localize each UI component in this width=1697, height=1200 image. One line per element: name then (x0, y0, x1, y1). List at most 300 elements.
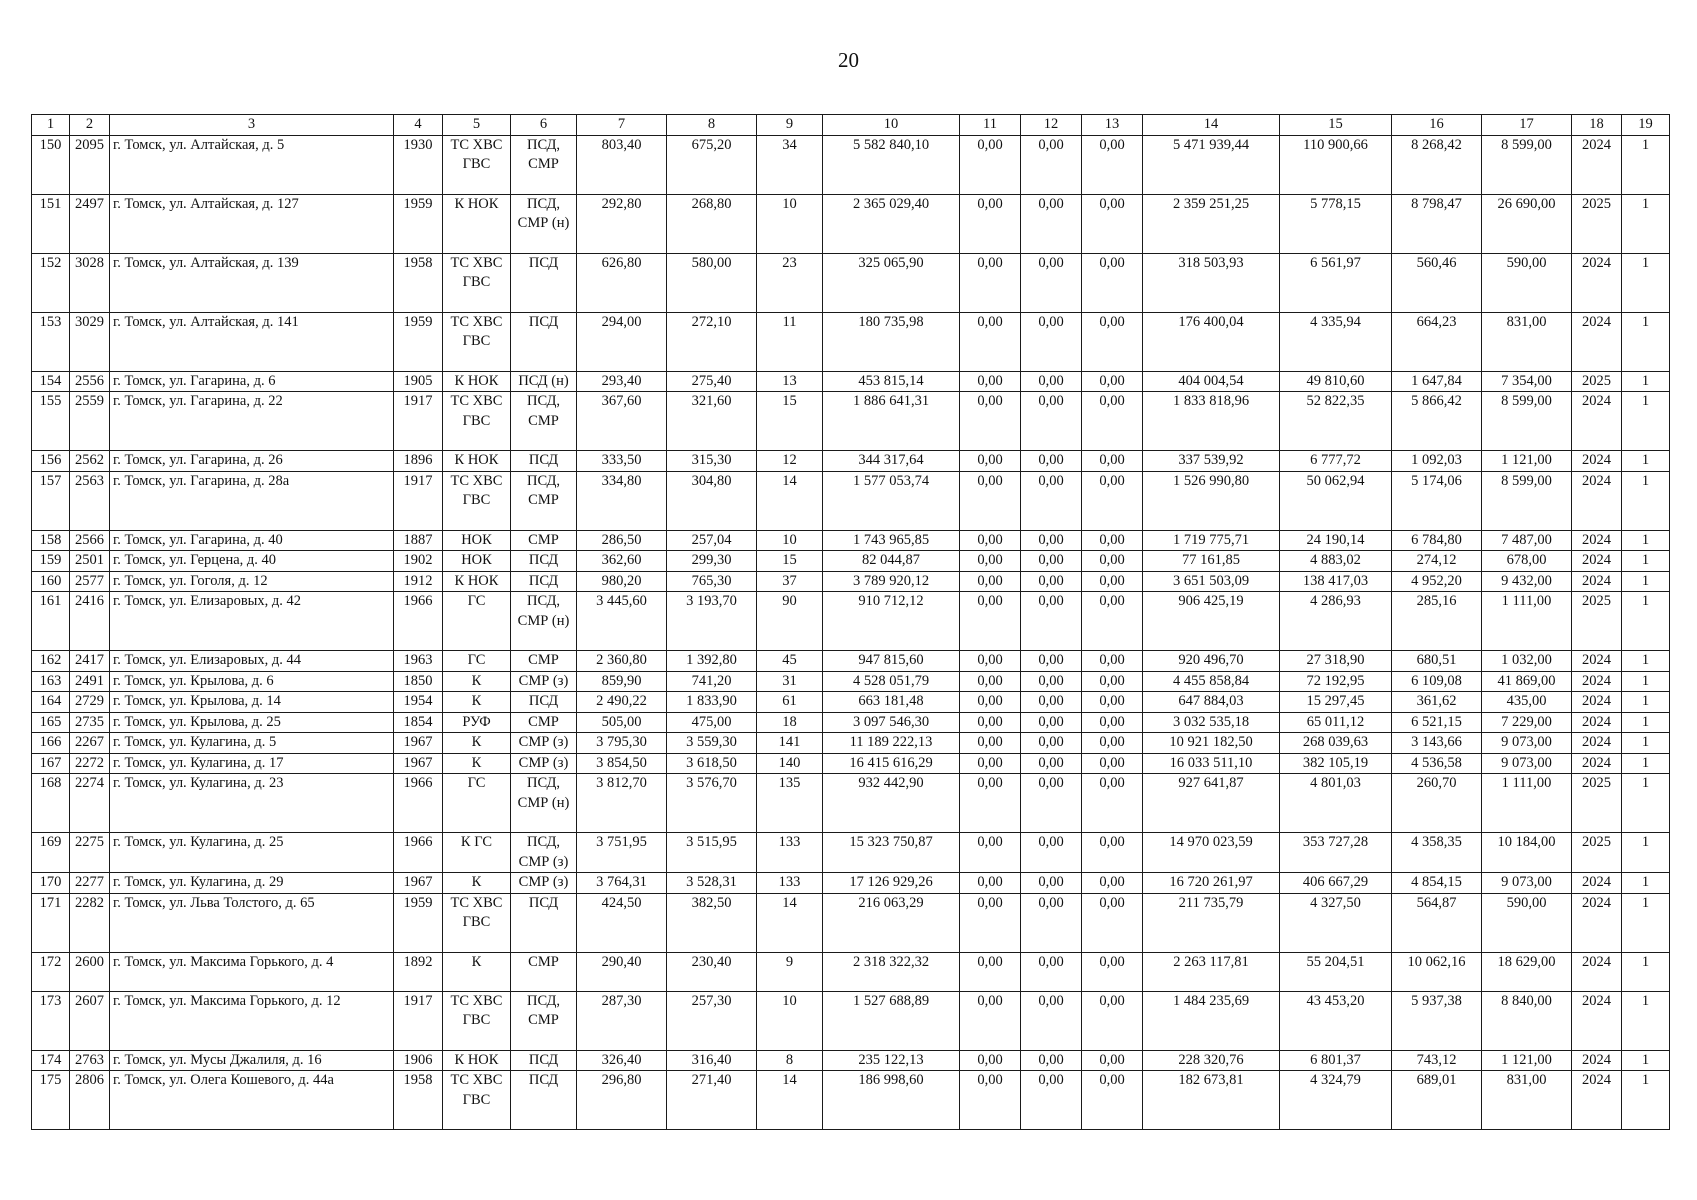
table-cell: 1 (1622, 833, 1670, 873)
table-cell: 4 536,58 (1392, 753, 1482, 774)
table-cell: 2024 (1572, 135, 1622, 194)
table-cell: 3 854,50 (577, 753, 667, 774)
table-cell: 0,00 (960, 733, 1021, 754)
table-cell: 2274 (70, 774, 110, 833)
table-cell: ПСД, СМР (н) (511, 194, 577, 253)
table-row (32, 451, 1670, 472)
table-cell: 0,00 (1021, 893, 1082, 952)
table-cell: 72 192,95 (1280, 671, 1392, 692)
table-cell: 23 (757, 253, 823, 312)
table-cell: 2024 (1572, 312, 1622, 371)
table-cell: 0,00 (1021, 873, 1082, 894)
table-cell: 334,80 (577, 471, 667, 530)
table-cell: ТС ХВС ГВС (443, 471, 511, 530)
table-cell: 268,80 (667, 194, 757, 253)
table-cell: 296,80 (577, 1071, 667, 1130)
table-cell: 6 521,15 (1392, 712, 1482, 733)
table-cell: 7 354,00 (1482, 371, 1572, 392)
table-cell: 186 998,60 (823, 1071, 960, 1130)
table-row (32, 1071, 1670, 1130)
table-cell: 2272 (70, 753, 110, 774)
table-cell: 1958 (394, 253, 443, 312)
table-cell: г. Томск, ул. Крылова, д. 14 (110, 692, 394, 713)
table-cell: 344 317,64 (823, 451, 960, 472)
table-cell: 906 425,19 (1143, 592, 1280, 651)
table-cell: 1 (1622, 451, 1670, 472)
table-cell: 3 795,30 (577, 733, 667, 754)
table-cell: 2729 (70, 692, 110, 713)
table-cell: 1850 (394, 671, 443, 692)
table-cell: 5 582 840,10 (823, 135, 960, 194)
table-row (32, 1050, 1670, 1071)
table-row (32, 551, 1670, 572)
table-cell: 675,20 (667, 135, 757, 194)
table-cell: 318 503,93 (1143, 253, 1280, 312)
table-cell: 1954 (394, 692, 443, 713)
column-header: 15 (1280, 115, 1392, 136)
table-cell: 5 174,06 (1392, 471, 1482, 530)
table-cell: г. Томск, ул. Льва Толстого, д. 65 (110, 893, 394, 952)
table-cell: 133 (757, 833, 823, 873)
table-cell: 171 (32, 893, 70, 952)
table-cell: СМР (511, 651, 577, 672)
table-cell: 367,60 (577, 392, 667, 451)
table-cell: 1 032,00 (1482, 651, 1572, 672)
table-cell: 0,00 (1021, 774, 1082, 833)
table-cell: 4 801,03 (1280, 774, 1392, 833)
table-cell: 663 181,48 (823, 692, 960, 713)
table-cell: 337 539,92 (1143, 451, 1280, 472)
table-cell: 0,00 (1021, 135, 1082, 194)
table-cell: 7 229,00 (1482, 712, 1572, 733)
table-cell: 4 324,79 (1280, 1071, 1392, 1130)
table-cell: 0,00 (1082, 135, 1143, 194)
table-row (32, 135, 1670, 194)
table-cell: г. Томск, ул. Крылова, д. 6 (110, 671, 394, 692)
table-cell: ТС ХВС ГВС (443, 312, 511, 371)
table-cell: 228 320,76 (1143, 1050, 1280, 1071)
table-cell: 167 (32, 753, 70, 774)
table-cell: 216 063,29 (823, 893, 960, 952)
table-cell: 647 884,03 (1143, 692, 1280, 713)
table-cell: 164 (32, 692, 70, 713)
table-cell: 678,00 (1482, 551, 1572, 572)
table-cell: 9 432,00 (1482, 571, 1572, 592)
table-cell: г. Томск, ул. Алтайская, д. 5 (110, 135, 394, 194)
table-cell: 1 (1622, 1050, 1670, 1071)
table-cell: 505,00 (577, 712, 667, 733)
table-cell: 1 121,00 (1482, 1050, 1572, 1071)
column-header: 2 (70, 115, 110, 136)
table-cell: 153 (32, 312, 70, 371)
table-cell: 404 004,54 (1143, 371, 1280, 392)
table-cell: ГС (443, 774, 511, 833)
table-cell: 1959 (394, 194, 443, 253)
table-cell: 1 121,00 (1482, 451, 1572, 472)
table-cell: 1 (1622, 893, 1670, 952)
table-cell: 0,00 (960, 833, 1021, 873)
table-cell: 3 559,30 (667, 733, 757, 754)
table-cell: 5 471 939,44 (1143, 135, 1280, 194)
table-cell: 3 032 535,18 (1143, 712, 1280, 733)
table-cell: 4 455 858,84 (1143, 671, 1280, 692)
table-cell: г. Томск, ул. Алтайская, д. 139 (110, 253, 394, 312)
table-cell: 1 (1622, 733, 1670, 754)
table-cell: 2 360,80 (577, 651, 667, 672)
table-cell: 362,60 (577, 551, 667, 572)
table-cell: 0,00 (1021, 671, 1082, 692)
table-cell: 3 651 503,09 (1143, 571, 1280, 592)
table-cell: 286,50 (577, 530, 667, 551)
table-cell: 1902 (394, 551, 443, 572)
table-row (32, 733, 1670, 754)
table-cell: 0,00 (1082, 774, 1143, 833)
table-cell: 133 (757, 873, 823, 894)
table-cell: НОК (443, 530, 511, 551)
table-cell: 14 (757, 893, 823, 952)
table-cell: 3 618,50 (667, 753, 757, 774)
table-cell: ТС ХВС ГВС (443, 1071, 511, 1130)
table-cell: СМР (511, 530, 577, 551)
table-cell: 4 854,15 (1392, 873, 1482, 894)
table-row (32, 774, 1670, 833)
table-cell: СМР (з) (511, 733, 577, 754)
table-cell: 6 801,37 (1280, 1050, 1392, 1071)
table-cell: 1967 (394, 733, 443, 754)
table-cell: 2024 (1572, 671, 1622, 692)
table-cell: НОК (443, 551, 511, 572)
table-cell: 0,00 (1021, 571, 1082, 592)
table-cell: 0,00 (1021, 592, 1082, 651)
table-cell: 152 (32, 253, 70, 312)
table-cell: 0,00 (1021, 1071, 1082, 1130)
table-cell: 316,40 (667, 1050, 757, 1071)
table-cell: 1967 (394, 753, 443, 774)
table-cell: 435,00 (1482, 692, 1572, 713)
table-cell: 2577 (70, 571, 110, 592)
table-cell: 325 065,90 (823, 253, 960, 312)
table-cell: 580,00 (667, 253, 757, 312)
table-cell: 1967 (394, 873, 443, 894)
table-cell: 2 365 029,40 (823, 194, 960, 253)
table-cell: 0,00 (960, 952, 1021, 991)
table-cell: 2024 (1572, 651, 1622, 672)
table-cell: 424,50 (577, 893, 667, 952)
table-cell: г. Томск, ул. Максима Горького, д. 4 (110, 952, 394, 991)
table-cell: 1 833 818,96 (1143, 392, 1280, 451)
page-number: 20 (838, 48, 859, 72)
table-cell: г. Томск, ул. Алтайская, д. 141 (110, 312, 394, 371)
table-cell: 0,00 (1082, 551, 1143, 572)
table-cell: 2 490,22 (577, 692, 667, 713)
table-cell: 15 297,45 (1280, 692, 1392, 713)
table-cell: 9 073,00 (1482, 753, 1572, 774)
table-cell: 169 (32, 833, 70, 873)
table-cell: 765,30 (667, 571, 757, 592)
table-row (32, 712, 1670, 733)
column-header: 8 (667, 115, 757, 136)
table-cell: РУФ (443, 712, 511, 733)
table-cell: 590,00 (1482, 893, 1572, 952)
table-cell: 2282 (70, 893, 110, 952)
table-cell: 8 599,00 (1482, 471, 1572, 530)
table-cell: 4 952,20 (1392, 571, 1482, 592)
table-cell: 2024 (1572, 991, 1622, 1050)
table-cell: 154 (32, 371, 70, 392)
table-cell: г. Томск, ул. Алтайская, д. 127 (110, 194, 394, 253)
table-cell: 8 599,00 (1482, 135, 1572, 194)
column-header: 3 (110, 115, 394, 136)
table-cell: 15 323 750,87 (823, 833, 960, 873)
table-cell: 353 727,28 (1280, 833, 1392, 873)
table-cell: 3 528,31 (667, 873, 757, 894)
table-cell: 0,00 (1021, 692, 1082, 713)
table-cell: 382,50 (667, 893, 757, 952)
table-cell: 0,00 (1082, 1050, 1143, 1071)
table-row (32, 371, 1670, 392)
table-cell: 2024 (1572, 392, 1622, 451)
table-cell: 1 (1622, 253, 1670, 312)
table-cell: 0,00 (1021, 651, 1082, 672)
table-cell: К ГС (443, 833, 511, 873)
table-cell: 61 (757, 692, 823, 713)
table-cell: г. Томск, ул. Кулагина, д. 29 (110, 873, 394, 894)
table-cell: 2607 (70, 991, 110, 1050)
table-cell: 271,40 (667, 1071, 757, 1130)
table-cell: 12 (757, 451, 823, 472)
table-cell: 2556 (70, 371, 110, 392)
table-cell: 2267 (70, 733, 110, 754)
table-cell: 3 143,66 (1392, 733, 1482, 754)
table-cell: 2025 (1572, 371, 1622, 392)
column-header: 11 (960, 115, 1021, 136)
table-cell: 3 751,95 (577, 833, 667, 873)
column-header: 14 (1143, 115, 1280, 136)
table-cell: 45 (757, 651, 823, 672)
table-cell: г. Томск, ул. Кулагина, д. 25 (110, 833, 394, 873)
table-cell: 2025 (1572, 592, 1622, 651)
table-cell: 2025 (1572, 194, 1622, 253)
table-cell: 0,00 (1082, 733, 1143, 754)
table-cell: 24 190,14 (1280, 530, 1392, 551)
table-cell: 151 (32, 194, 70, 253)
table-cell: 1959 (394, 893, 443, 952)
table-cell: К НОК (443, 1050, 511, 1071)
table-cell: 290,40 (577, 952, 667, 991)
table-cell: 3 445,60 (577, 592, 667, 651)
table-cell: ПСД, СМР (з) (511, 833, 577, 873)
table-cell: 43 453,20 (1280, 991, 1392, 1050)
table-cell: 0,00 (1021, 952, 1082, 991)
table-cell: 0,00 (960, 1071, 1021, 1130)
table-cell: ГС (443, 651, 511, 672)
table-cell: 299,30 (667, 551, 757, 572)
table-cell: 3 097 546,30 (823, 712, 960, 733)
column-header: 12 (1021, 115, 1082, 136)
table-row (32, 312, 1670, 371)
table-cell: ПСД, СМР (511, 392, 577, 451)
table-cell: 6 561,97 (1280, 253, 1392, 312)
table-cell: 5 937,38 (1392, 991, 1482, 1050)
table-cell: СМР (511, 712, 577, 733)
table-row (32, 194, 1670, 253)
table-cell: 6 784,80 (1392, 530, 1482, 551)
table-cell: 406 667,29 (1280, 873, 1392, 894)
table-body (32, 135, 1670, 1130)
table-cell: 1 (1622, 651, 1670, 672)
table-cell: 2024 (1572, 873, 1622, 894)
table-cell: 14 970 023,59 (1143, 833, 1280, 873)
table-cell: 150 (32, 135, 70, 194)
table-row (32, 471, 1670, 530)
table-cell: 1 (1622, 194, 1670, 253)
table-cell: 173 (32, 991, 70, 1050)
table-cell: 2 359 251,25 (1143, 194, 1280, 253)
table-cell: 235 122,13 (823, 1050, 960, 1071)
table-cell: ПСД (511, 253, 577, 312)
table-cell: 0,00 (960, 451, 1021, 472)
table-row (32, 253, 1670, 312)
table-row (32, 692, 1670, 713)
column-header: 18 (1572, 115, 1622, 136)
table-row (32, 833, 1670, 873)
table-cell: 3 789 920,12 (823, 571, 960, 592)
table-cell: 326,40 (577, 1050, 667, 1071)
table-cell: 141 (757, 733, 823, 754)
table-cell: 0,00 (1082, 893, 1143, 952)
table-cell: 1 (1622, 1071, 1670, 1130)
table-cell: 175 (32, 1071, 70, 1130)
table-cell: 2024 (1572, 253, 1622, 312)
table-cell: 0,00 (960, 471, 1021, 530)
table-cell: 2562 (70, 451, 110, 472)
table-cell: 1 (1622, 692, 1670, 713)
table-cell: 0,00 (1021, 753, 1082, 774)
table-cell: ТС ХВС ГВС (443, 893, 511, 952)
table-cell: К НОК (443, 571, 511, 592)
table-cell: 2024 (1572, 451, 1622, 472)
table-cell: 2275 (70, 833, 110, 873)
table-cell: 285,16 (1392, 592, 1482, 651)
table-row (32, 392, 1670, 451)
table-cell: 2277 (70, 873, 110, 894)
table-cell: 49 810,60 (1280, 371, 1392, 392)
table-cell: 0,00 (960, 712, 1021, 733)
table-cell: 65 011,12 (1280, 712, 1392, 733)
table-cell: 1963 (394, 651, 443, 672)
table-cell: 16 415 616,29 (823, 753, 960, 774)
table-cell: 743,12 (1392, 1050, 1482, 1071)
table-cell: 1 577 053,74 (823, 471, 960, 530)
table-cell: 1906 (394, 1050, 443, 1071)
table-cell: г. Томск, ул. Гагарина, д. 40 (110, 530, 394, 551)
table-cell: 162 (32, 651, 70, 672)
table-cell: 52 822,35 (1280, 392, 1392, 451)
table-cell: ПСД, СМР (511, 471, 577, 530)
table-cell: 0,00 (960, 1050, 1021, 1071)
table-cell: 158 (32, 530, 70, 551)
table-cell: 2491 (70, 671, 110, 692)
table-cell: 0,00 (960, 392, 1021, 451)
table-cell: 1 (1622, 991, 1670, 1050)
table-cell: 17 126 929,26 (823, 873, 960, 894)
table-cell: 0,00 (1082, 371, 1143, 392)
column-header: 17 (1482, 115, 1572, 136)
table-cell: 947 815,60 (823, 651, 960, 672)
table-cell: 0,00 (1082, 253, 1143, 312)
table-cell: 1905 (394, 371, 443, 392)
column-header: 9 (757, 115, 823, 136)
table-cell: 8 599,00 (1482, 392, 1572, 451)
table-cell: г. Томск, ул. Герцена, д. 40 (110, 551, 394, 572)
table-cell: 2417 (70, 651, 110, 672)
column-header: 7 (577, 115, 667, 136)
table-cell: 1 111,00 (1482, 592, 1572, 651)
table-cell: 2559 (70, 392, 110, 451)
table-cell: 333,50 (577, 451, 667, 472)
table-cell: 8 268,42 (1392, 135, 1482, 194)
table-cell: 590,00 (1482, 253, 1572, 312)
column-header: 10 (823, 115, 960, 136)
table-cell: 689,01 (1392, 1071, 1482, 1130)
table-cell: 77 161,85 (1143, 551, 1280, 572)
table-cell: 27 318,90 (1280, 651, 1392, 672)
table-cell: 0,00 (960, 651, 1021, 672)
table-cell: 3029 (70, 312, 110, 371)
table-cell: 0,00 (1021, 253, 1082, 312)
table-cell: ТС ХВС ГВС (443, 253, 511, 312)
table-cell: 1959 (394, 312, 443, 371)
table-cell: г. Томск, ул. Кулагина, д. 5 (110, 733, 394, 754)
table-cell: г. Томск, ул. Мусы Джалиля, д. 16 (110, 1050, 394, 1071)
table-cell: 138 417,03 (1280, 571, 1392, 592)
table-cell: 2735 (70, 712, 110, 733)
table-cell: 0,00 (960, 551, 1021, 572)
table-cell: 34 (757, 135, 823, 194)
table-cell: 90 (757, 592, 823, 651)
table-cell: 1966 (394, 833, 443, 873)
table-cell: ПСД, СМР (511, 991, 577, 1050)
table-cell: 1917 (394, 471, 443, 530)
table-cell: г. Томск, ул. Гагарина, д. 26 (110, 451, 394, 472)
table-cell: ПСД (511, 571, 577, 592)
table-cell: 831,00 (1482, 1071, 1572, 1130)
table-cell: ПСД (511, 1071, 577, 1130)
table-cell: ПСД, СМР (511, 135, 577, 194)
table-cell: 1 (1622, 135, 1670, 194)
table-cell: 159 (32, 551, 70, 572)
table-cell: 268 039,63 (1280, 733, 1392, 754)
table-cell: 859,90 (577, 671, 667, 692)
table-cell: 1 (1622, 774, 1670, 833)
table-cell: 287,30 (577, 991, 667, 1050)
column-header: 13 (1082, 115, 1143, 136)
table-cell: 680,51 (1392, 651, 1482, 672)
table-cell: 1 (1622, 551, 1670, 572)
table-cell: 0,00 (1082, 952, 1143, 991)
table-cell: 11 189 222,13 (823, 733, 960, 754)
table-cell: 10 184,00 (1482, 833, 1572, 873)
table-cell: 10 062,16 (1392, 952, 1482, 991)
table-cell: 0,00 (960, 253, 1021, 312)
table-cell: ТС ХВС ГВС (443, 135, 511, 194)
table-cell: 831,00 (1482, 312, 1572, 371)
table-cell: 168 (32, 774, 70, 833)
table-cell: ПСД (511, 893, 577, 952)
table-cell: 2806 (70, 1071, 110, 1130)
table-cell: ГС (443, 592, 511, 651)
table-cell: ПСД (н) (511, 371, 577, 392)
